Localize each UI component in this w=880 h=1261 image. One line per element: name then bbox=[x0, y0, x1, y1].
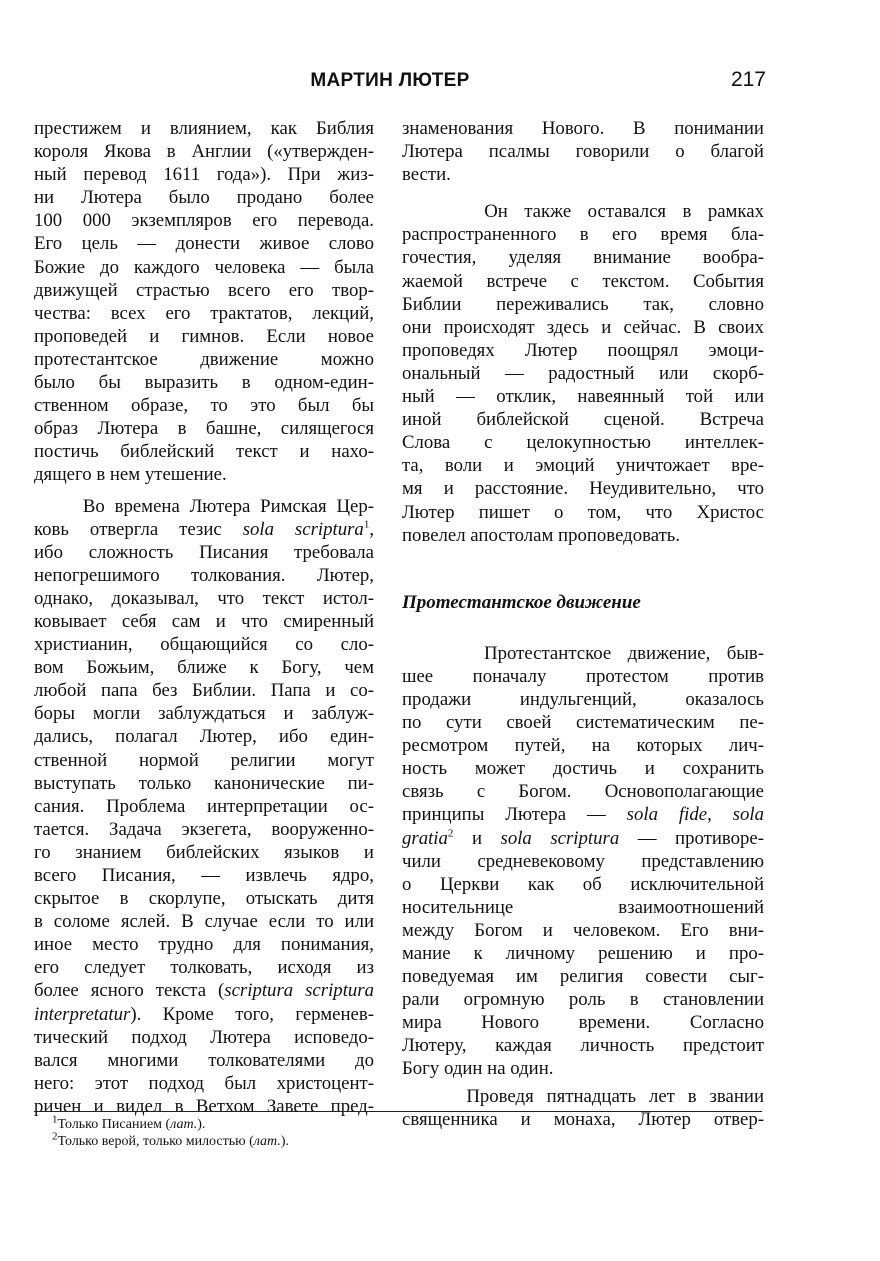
text-line: его следует толковать, исходя из bbox=[34, 957, 374, 979]
latin-term: sola scriptura bbox=[500, 827, 620, 849]
text-line: о Церкви как об исключительной bbox=[402, 873, 764, 895]
text-line: мя и расстояние. Неудивительно, что bbox=[402, 478, 764, 500]
text-line: проповедей и гимнов. Если новое bbox=[34, 325, 374, 347]
text-line: более ясного текста (scriptura scriptura bbox=[34, 980, 374, 1002]
text-line: любой папа без Библии. Папа и со- bbox=[34, 680, 374, 702]
text-line: они происходят здесь и сейчас. В своих bbox=[402, 316, 764, 338]
text-line: поведуемая им религия совести сыг- bbox=[402, 966, 764, 988]
text-line: сания. Проблема интерпретации ос- bbox=[34, 795, 374, 817]
paragraph bbox=[34, 495, 374, 1119]
running-title: МАРТИН ЛЮТЕР bbox=[310, 70, 470, 91]
text-line: го знанием библейских языков и bbox=[34, 841, 374, 863]
text-line: мание к личному решению и про- bbox=[402, 943, 764, 964]
text-line: ный перевод 1611 года»). При жиз- bbox=[34, 164, 374, 186]
text-line: иное место трудно для понимания, bbox=[34, 934, 374, 956]
text-line: ный — отклик, навеянный той или bbox=[402, 386, 764, 408]
text-line: него: этот подход был христоцент- bbox=[34, 1072, 374, 1094]
text-line: ональный — радостный или скорб- bbox=[402, 362, 764, 384]
paragraph bbox=[402, 200, 764, 546]
text-line: ковывает себя сам и что смиренный bbox=[34, 610, 374, 632]
footnotes bbox=[52, 1113, 752, 1150]
footnote: $^1$Только Писанием (лат.). bbox=[52, 1113, 206, 1132]
text-line: постичь библейский текст и нахо- bbox=[34, 441, 374, 463]
footnote: $^2$Только верой, только милостью (лат.). bbox=[52, 1130, 289, 1149]
text-line: священника и монаха, Лютер отвер- bbox=[402, 1108, 764, 1130]
footnote-ref: 1 bbox=[363, 518, 370, 531]
text-line: рали огромную роль в становлении bbox=[402, 989, 764, 1011]
text-line: продажи индульгенций, оказалось bbox=[402, 688, 764, 710]
latin-term: scriptura scriptura bbox=[224, 980, 374, 1002]
paragraph bbox=[402, 117, 764, 186]
text-line: шее поначалу протестом против bbox=[402, 665, 764, 687]
text-line: чества: всех его трактатов, лекций, bbox=[34, 302, 374, 324]
text-line: жаемой встрече с текстом. События bbox=[402, 270, 764, 292]
text-line: чили средневековому представлению bbox=[402, 850, 764, 872]
text-line: Слова с целокупностью интеллек- bbox=[402, 432, 764, 454]
text-line: выступать только канонические пи- bbox=[34, 772, 374, 794]
text-line: образ Лютера в башне, силящегося bbox=[34, 418, 374, 440]
text-line: ни Лютера было продано более bbox=[34, 187, 374, 209]
text-line: Лютер пишет о том, что Христос bbox=[402, 501, 764, 523]
text-line: дящего в нем утешение. bbox=[34, 464, 227, 486]
text-line: боры могли заблуждаться и заблуж- bbox=[34, 703, 374, 725]
text-line: Божие до каждого человека — была bbox=[34, 256, 374, 278]
text-line: тический подход Лютера исповедо- bbox=[34, 1026, 374, 1048]
text-line: gratia$^2$ и sola scriptura — противоре- bbox=[402, 827, 764, 849]
text-line: короля Якова в Англии («утвержден- bbox=[34, 141, 374, 163]
text-line: скрытое в скорлупе, отыскать дитя bbox=[34, 888, 374, 910]
text-line: мира Нового времени. Согласно bbox=[402, 1012, 764, 1034]
text-line: носительнице взаимоотношений bbox=[402, 896, 764, 918]
text-line: иной библейской сценой. Встреча bbox=[402, 409, 764, 431]
latin-term: sola scriptura bbox=[242, 518, 364, 540]
text-line: Богу один на один. bbox=[402, 1058, 554, 1080]
text-line: ибо сложность Писания требовала bbox=[34, 541, 374, 563]
text-line: ственной нормой религии могут bbox=[34, 749, 374, 771]
footnote-divider bbox=[34, 1111, 762, 1112]
text-line: Его цель — донести живое слово bbox=[34, 233, 374, 255]
paragraph bbox=[34, 117, 374, 487]
text-line: Лютеру, каждая личность предстоит bbox=[402, 1035, 764, 1057]
text-line: связь с Богом. Основополагающие bbox=[402, 781, 764, 803]
latin-term: sola fide, sola bbox=[626, 804, 764, 826]
text-line: повелел апостолам проповедовать. bbox=[402, 524, 681, 546]
text-line: вом Божьим, ближе к Богу, чем bbox=[34, 657, 374, 679]
text-line: вался многими толкователями до bbox=[34, 1049, 374, 1071]
text-line: непогрешимого толкования. Лютер, bbox=[34, 564, 374, 586]
text-line: Протестантское движение, быв- bbox=[484, 642, 764, 664]
text-line: однако, доказывал, что текст истол- bbox=[34, 587, 374, 609]
text-line: движущей страстью всего его твор- bbox=[34, 279, 374, 301]
text-line: знаменования Нового. В понимании bbox=[402, 118, 764, 139]
text-line: ресмотром путей, на которых лич- bbox=[402, 735, 764, 757]
text-line: между Богом и человеком. Его вни- bbox=[402, 919, 764, 941]
text-line: Библии переживались так, словно bbox=[402, 293, 764, 315]
text-line: было бы выразить в одном-един- bbox=[34, 372, 374, 394]
text-line: Лютера псалмы говорили о благой bbox=[402, 141, 764, 163]
text-line: по сути своей систематическим пе- bbox=[402, 712, 764, 734]
text-line: вести. bbox=[402, 164, 451, 186]
text-line: ность может достичь и сохранить bbox=[402, 758, 764, 780]
text-line: распространенного в его время бла- bbox=[402, 224, 764, 246]
left-column bbox=[34, 117, 374, 1118]
page-number: 217 bbox=[730, 68, 766, 91]
paragraph bbox=[402, 642, 764, 1081]
text-line: престижем и влиянием, как Библия bbox=[34, 118, 374, 139]
text-line: Он также оставался в рамках bbox=[484, 201, 764, 223]
text-line: христианин, общающийся со сло- bbox=[34, 634, 374, 656]
right-column bbox=[402, 117, 764, 1131]
latin-term: gratia bbox=[402, 827, 448, 849]
section-heading: Протестантское движение bbox=[402, 591, 641, 613]
text-line: протестантское движение можно bbox=[34, 348, 374, 370]
text-line: проповедях Лютер поощрял эмоци- bbox=[402, 339, 764, 361]
text-line: та, воли и эмоций уничтожает вре- bbox=[402, 455, 764, 477]
text-line: тается. Задача экзегета, вооруженно- bbox=[34, 818, 374, 840]
text-line: дались, полагал Лютер, ибо един- bbox=[34, 726, 374, 748]
text-line: 100 000 экземпляров его перевода. bbox=[34, 210, 374, 232]
text-line: ричен и видел в Ветхом Завете пред- bbox=[34, 1095, 374, 1117]
text-line: всего Писания, — извлечь ядро, bbox=[34, 865, 374, 886]
text-line: в соломе яслей. В случае если то или bbox=[34, 911, 374, 933]
text-line: Проведя пятнадцать лет в звании bbox=[466, 1085, 764, 1107]
latin-term: interpretatur bbox=[34, 1003, 131, 1025]
text-line: ковь отвергла тезис sola scriptura$^1$, bbox=[34, 518, 374, 540]
footnote-ref: 2 bbox=[447, 827, 454, 840]
text-line: interpretatur). Кроме того, герменев- bbox=[34, 1003, 374, 1025]
text-line: Во времена Лютера Римская Цер- bbox=[82, 495, 374, 517]
text-line: гочестия, уделяя внимание вообра- bbox=[402, 247, 764, 269]
text-line: ственном образе, то это был бы bbox=[34, 395, 374, 417]
text-line: принципы Лютера — sola fide, sola bbox=[402, 804, 764, 826]
